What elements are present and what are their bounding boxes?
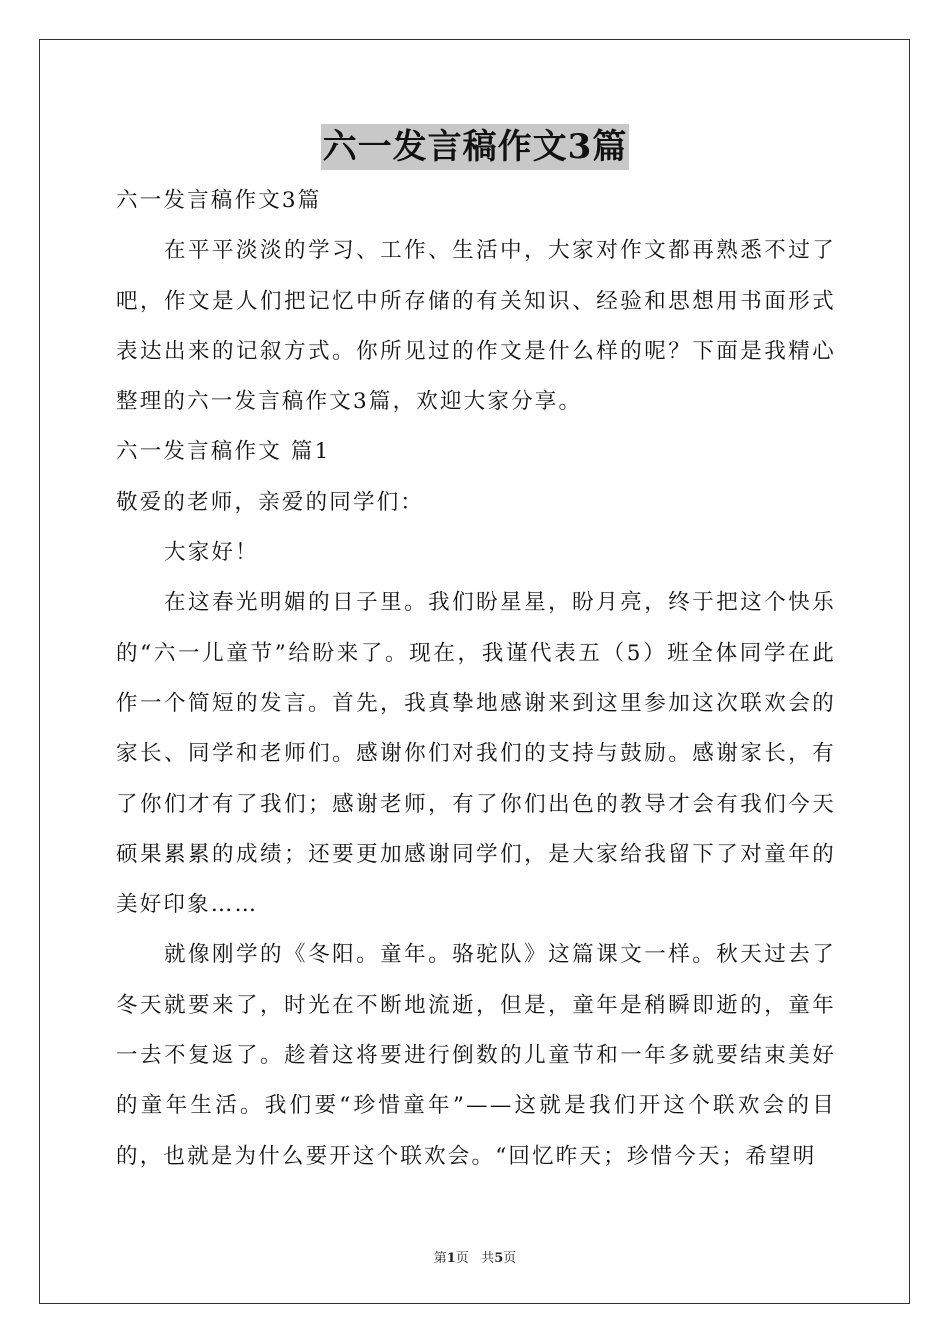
document-body (116, 176, 836, 1182)
paragraph: 在这春光明媚的日子里。我们盼星星，盼月亮，终于把这个快乐的“六一儿童节”给盼来了。现在，我谨代表五（5）班全体同学在此作一个简短的发言。首先，我真挚地感谢来到这里参加这次联欢会的家长、同学和老师们。感谢你们对我们的支持与鼓励。感谢家长，有了你们才有了我们；感谢老师，有了你们出色的教导才会有我们今天硕果累累的成绩；还要更加感谢同学们，是大家给我留下了对童年的美好印象…… (116, 590, 836, 918)
page-number: 1 (446, 1251, 456, 1266)
document-title: 六一发言稿作文3篇 (321, 124, 630, 170)
section-heading: 六一发言稿作文 篇1 (116, 439, 331, 465)
total-pages: 5 (494, 1251, 504, 1266)
greeting: 大家好！ (164, 540, 259, 566)
total-suffix: 页 (503, 1251, 517, 1266)
total-prefix: 共 (481, 1251, 495, 1266)
salutation: 敬爱的老师，亲爱的同学们： (116, 489, 425, 515)
title-container (0, 124, 950, 170)
paragraph: 就像刚学的《冬阳。童年。骆驼队》这篇课文一样。秋天过去了冬天就要来了，时光在不断地流逝，但是，童年是稍瞬即逝的，童年一去不复返了。趁着这将要进行倒数的儿童节和一年多就要结束美好的童年生活。我们要“珍惜童年”——这就是我们开这个联欢会的目的，也就是为什么要开这个联欢会。“回忆昨天；珍惜今天；希望明 (116, 942, 836, 1169)
paragraph: 在平平淡淡的学习、工作、生活中，大家对作文都再熟悉不过了吧，作文是人们把记忆中所存储的有关知识、经验和思想用书面形式表达出来的记叙方式。你所见过的作文是什么样的呢？下面是我精心整理的六一发言稿作文3篇，欢迎大家分享。 (116, 238, 836, 415)
page-prefix: 第 (433, 1251, 447, 1266)
page-footer (0, 1247, 950, 1266)
page-suffix: 页 (455, 1251, 469, 1266)
paragraph: 六一发言稿作文3篇 (116, 188, 322, 213)
